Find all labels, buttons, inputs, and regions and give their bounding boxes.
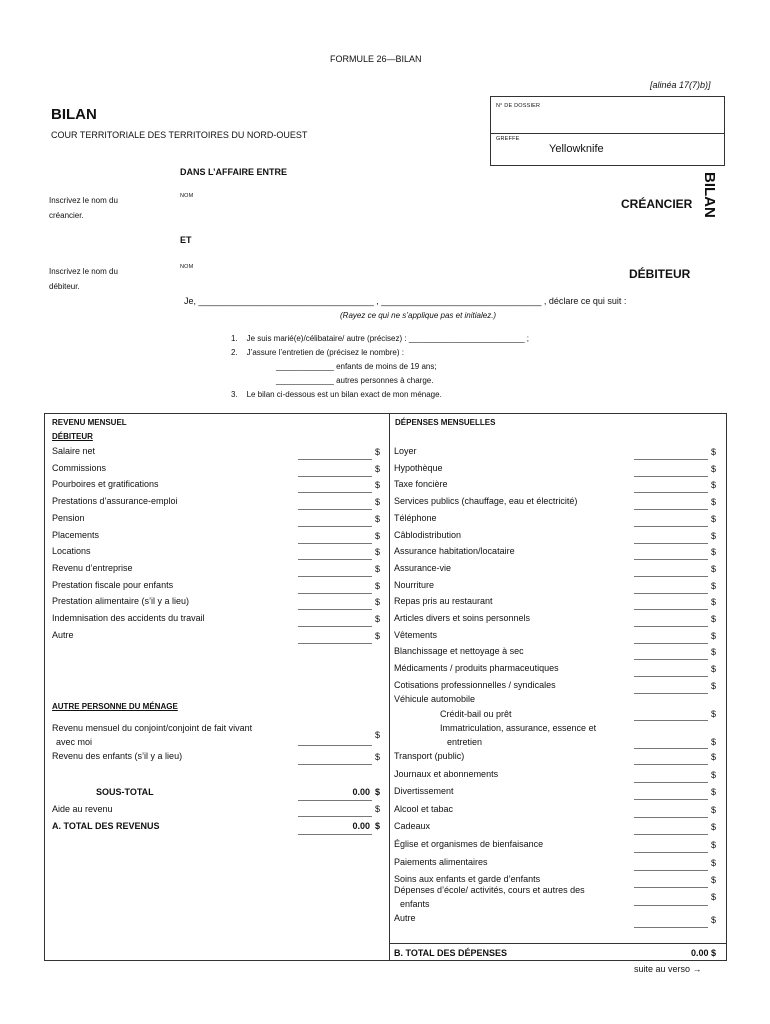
form-title: FORMULE 26—BILAN <box>330 54 422 64</box>
spouse-income-label: Revenu mensuel du conjoint/conjoint de fait vivant <box>52 723 253 733</box>
row-label: Téléphone <box>394 512 437 523</box>
declaration-line[interactable]: Je, ___________________________________ , ________________________________ , déclare ce qui suit : <box>184 296 627 306</box>
amount-field[interactable] <box>634 799 708 800</box>
row-label: Taxe foncière <box>394 479 448 490</box>
amount-field[interactable] <box>634 576 708 577</box>
currency-symbol: $ <box>711 769 717 780</box>
welfare-currency: $ <box>375 804 381 814</box>
school-expenses-currency: $ <box>711 892 717 902</box>
row-label: Placements <box>52 529 100 540</box>
spouse-income-label-2: avec moi <box>56 737 93 747</box>
form-reference: [alinéa 17(7)b)] <box>650 80 711 90</box>
vehicle-costs-currency: $ <box>711 737 717 747</box>
total-expenses-value: 0.00 $ <box>690 948 716 958</box>
court-name: COUR TERRITORIALE DES TERRITOIRES DU NORD-OUEST <box>51 130 308 140</box>
amount-field[interactable] <box>298 526 372 527</box>
other-expenses-currency: $ <box>711 915 717 925</box>
currency-symbol: $ <box>711 680 717 691</box>
amount-field[interactable] <box>298 459 372 460</box>
row-label: Cotisations professionnelles / syndicales <box>394 679 556 690</box>
amount-field[interactable] <box>634 693 708 694</box>
amount-field[interactable] <box>634 492 708 493</box>
expenses-header: DÉPENSES MENSUELLES <box>395 418 496 427</box>
declaration-item-1[interactable]: 1. Je suis marié(e)/célibataire/ autre (précisez) : __________________________ ; <box>231 334 529 343</box>
vehicle-lease-currency: $ <box>711 709 717 719</box>
registry-label: GREFFE <box>496 136 520 142</box>
currency-symbol: $ <box>711 804 717 815</box>
currency-symbol: $ <box>711 530 717 541</box>
amount-field[interactable] <box>634 626 708 627</box>
row-label: Prestations d’assurance-emploi <box>52 496 178 507</box>
currency-symbol: $ <box>711 480 717 491</box>
amount-field[interactable] <box>298 476 372 477</box>
subtotal-underline <box>298 800 372 801</box>
creditor-name-field[interactable] <box>180 202 680 218</box>
declaration-item-2: 2. J’assure l’entretien de (précisez le nombre) : <box>231 348 404 357</box>
school-expenses-label: Dépenses d’école/ activités, cours et autres des <box>394 885 585 895</box>
amount-field[interactable] <box>298 492 372 493</box>
welfare-label: Aide au revenu <box>52 804 113 814</box>
amount-field[interactable] <box>634 834 708 835</box>
currency-symbol: $ <box>711 647 717 658</box>
amount-field[interactable] <box>298 609 372 610</box>
children-income-field[interactable] <box>298 764 372 765</box>
amount-field[interactable] <box>634 782 708 783</box>
other-person-header: AUTRE PERSONNE DU MÉNAGE <box>52 702 178 711</box>
subtotal-value: 0.00 <box>352 787 370 797</box>
currency-symbol: $ <box>711 563 717 574</box>
debtor-role: DÉBITEUR <box>629 267 691 281</box>
row-label: Divertissement <box>394 786 454 797</box>
row-label: Hypothèque <box>394 462 443 473</box>
spouse-income-field[interactable] <box>298 745 372 746</box>
file-number-label: N° DE DOSSIER <box>496 103 541 109</box>
row-label: Prestation fiscale pour enfants <box>52 579 174 590</box>
row-label: Commissions <box>52 462 107 473</box>
row-label: Alcool et tabac <box>394 803 454 814</box>
welfare-field[interactable] <box>298 816 372 817</box>
currency-symbol: $ <box>375 547 381 558</box>
vehicle-lease-field[interactable] <box>634 720 708 721</box>
amount-field[interactable] <box>298 626 372 627</box>
amount-field[interactable] <box>634 643 708 644</box>
currency-symbol: $ <box>711 447 717 457</box>
row-label: Câblodistribution <box>394 529 462 540</box>
row-label: Médicaments / produits pharmaceutiques <box>394 663 559 674</box>
row-label: Église et organismes de bienfaisance <box>394 839 544 849</box>
row-label: Paiements alimentaires <box>394 856 488 867</box>
total-expenses-label: B. TOTAL DES DÉPENSES <box>394 948 508 958</box>
spouse-income-currency: $ <box>375 730 381 740</box>
currency-symbol: $ <box>711 547 717 558</box>
currency-symbol: $ <box>711 580 717 591</box>
currency-symbol: $ <box>375 614 381 624</box>
and-label: ET <box>180 235 192 245</box>
currency-symbol: $ <box>711 463 717 474</box>
currency-symbol: $ <box>711 822 717 833</box>
row-label: Autre <box>52 629 74 640</box>
declaration-item-2b[interactable]: _____________ autres personnes à charge. <box>276 376 434 385</box>
school-expenses-label-2: enfants <box>400 899 430 909</box>
row-label: Repas pris au restaurant <box>394 596 493 607</box>
other-expenses-label: Autre <box>394 913 416 923</box>
row-label: Loyer <box>394 446 417 456</box>
total-income-underline <box>298 834 372 835</box>
row-label: Vêtements <box>394 629 438 640</box>
other-expenses-field[interactable] <box>634 927 708 928</box>
file-number-box[interactable] <box>490 96 725 134</box>
amount-field[interactable] <box>634 543 708 544</box>
amount-field[interactable] <box>634 559 708 560</box>
row-label: Cadeaux <box>394 821 431 832</box>
amount-field[interactable] <box>634 476 708 477</box>
row-label: Assurance habitation/locataire <box>394 546 515 557</box>
currency-symbol: $ <box>711 597 717 608</box>
currency-symbol: $ <box>375 530 381 541</box>
children-income-currency: $ <box>375 752 381 762</box>
matter-label: DANS L’AFFAIRE ENTRE <box>180 167 288 177</box>
amount-field[interactable] <box>298 509 372 510</box>
debtor-name-field[interactable] <box>180 273 620 289</box>
vehicle-costs-label: Immatriculation, assurance, essence et <box>440 723 597 733</box>
amount-field[interactable] <box>634 609 708 610</box>
subtotal-label: SOUS-TOTAL <box>96 787 154 797</box>
currency-symbol: $ <box>375 480 381 491</box>
currency-symbol: $ <box>711 752 717 762</box>
amount-field[interactable] <box>298 576 372 577</box>
amount-field[interactable] <box>634 852 708 853</box>
row-label: Transport (public) <box>394 751 465 761</box>
amount-field[interactable] <box>634 887 708 888</box>
amount-field[interactable] <box>634 459 708 460</box>
row-label: Soins aux enfants et garde d’enfants <box>394 874 541 885</box>
debtor-name-label: NOM <box>180 264 194 270</box>
amount-field[interactable] <box>298 559 372 560</box>
currency-symbol: $ <box>375 580 381 591</box>
vehicle-label: Véhicule automobile <box>394 694 476 704</box>
amount-field[interactable] <box>634 817 708 818</box>
row-label: Nourriture <box>394 579 435 590</box>
income-header: REVENU MENSUEL <box>52 418 127 427</box>
currency-symbol: $ <box>375 563 381 574</box>
amount-field[interactable] <box>634 593 708 594</box>
currency-symbol: $ <box>375 447 381 457</box>
school-expenses-field[interactable] <box>634 905 708 906</box>
row-label: Indemnisation des accidents du travail <box>52 613 205 623</box>
currency-symbol: $ <box>711 513 717 524</box>
currency-symbol: $ <box>711 840 717 850</box>
currency-symbol: $ <box>375 597 381 608</box>
row-label: Locations <box>52 546 91 557</box>
row-label: Revenu d’entreprise <box>52 562 133 573</box>
currency-symbol: $ <box>711 497 717 508</box>
page-title: BILAN <box>51 106 97 123</box>
currency-symbol: $ <box>711 664 717 675</box>
row-label: Articles divers et soins personnels <box>394 613 531 623</box>
side-title: BILAN <box>701 172 718 218</box>
currency-symbol: $ <box>375 497 381 508</box>
registry-value: Yellowknife <box>549 143 604 155</box>
currency-symbol: $ <box>711 614 717 624</box>
declaration-item-3: 3. Le bilan ci-dessous est un bilan exact de mon ménage. <box>231 390 442 399</box>
total-income-currency: $ <box>375 821 381 831</box>
currency-symbol: $ <box>711 787 717 798</box>
creditor-name-label: NOM <box>180 193 194 199</box>
amount-field[interactable] <box>298 543 372 544</box>
currency-symbol: $ <box>711 630 717 641</box>
row-label: Assurance-vie <box>394 562 452 573</box>
amount-field[interactable] <box>634 870 708 871</box>
total-income-label: A. TOTAL DES REVENUS <box>52 821 160 831</box>
row-label: Services publics (chauffage, eau et électricité) <box>394 496 578 507</box>
row-label: Pourboires et gratifications <box>52 479 159 490</box>
amount-field[interactable] <box>634 526 708 527</box>
subtotal-currency: $ <box>375 787 381 797</box>
amount-field[interactable] <box>634 659 708 660</box>
registry-box[interactable] <box>490 131 725 166</box>
row-label: Journaux et abonnements <box>394 768 499 779</box>
declaration-item-2a[interactable]: _____________ enfants de moins de 19 ans; <box>276 362 437 371</box>
vehicle-costs-label-2: entretien <box>447 737 483 747</box>
currency-symbol: $ <box>375 463 381 474</box>
total-income-value: 0.00 <box>352 821 370 831</box>
row-label: Pension <box>52 512 85 523</box>
creditor-role: CRÉANCIER <box>621 197 693 211</box>
amount-field[interactable] <box>634 764 708 765</box>
declaration-note: (Rayez ce qui ne s’applique pas et initialez.) <box>340 311 497 320</box>
column-divider <box>389 414 390 960</box>
amount-field[interactable] <box>634 676 708 677</box>
currency-symbol: $ <box>711 875 717 886</box>
row-label: Prestation alimentaire (s’il y a lieu) <box>52 596 190 607</box>
vehicle-costs-field[interactable] <box>634 748 708 749</box>
continued-note: suite au verso → <box>634 964 702 974</box>
row-label: Blanchissage et nettoyage à sec <box>394 646 524 657</box>
vehicle-lease-label: Crédit-bail ou prêt <box>440 709 512 719</box>
income-subheader: DÉBITEUR <box>52 432 93 441</box>
currency-symbol: $ <box>375 513 381 524</box>
debtor-hint: Inscrivez le nom du débiteur. <box>49 267 118 291</box>
currency-symbol: $ <box>711 857 717 868</box>
children-income-label: Revenu des enfants (s’il y a lieu) <box>52 751 183 761</box>
expenses-total-divider <box>389 943 726 944</box>
row-label: Salaire net <box>52 446 96 456</box>
amount-field[interactable] <box>298 643 372 644</box>
amount-field[interactable] <box>298 593 372 594</box>
currency-symbol: $ <box>375 630 381 641</box>
creditor-hint: Inscrivez le nom du créancier. <box>49 196 118 220</box>
amount-field[interactable] <box>634 509 708 510</box>
